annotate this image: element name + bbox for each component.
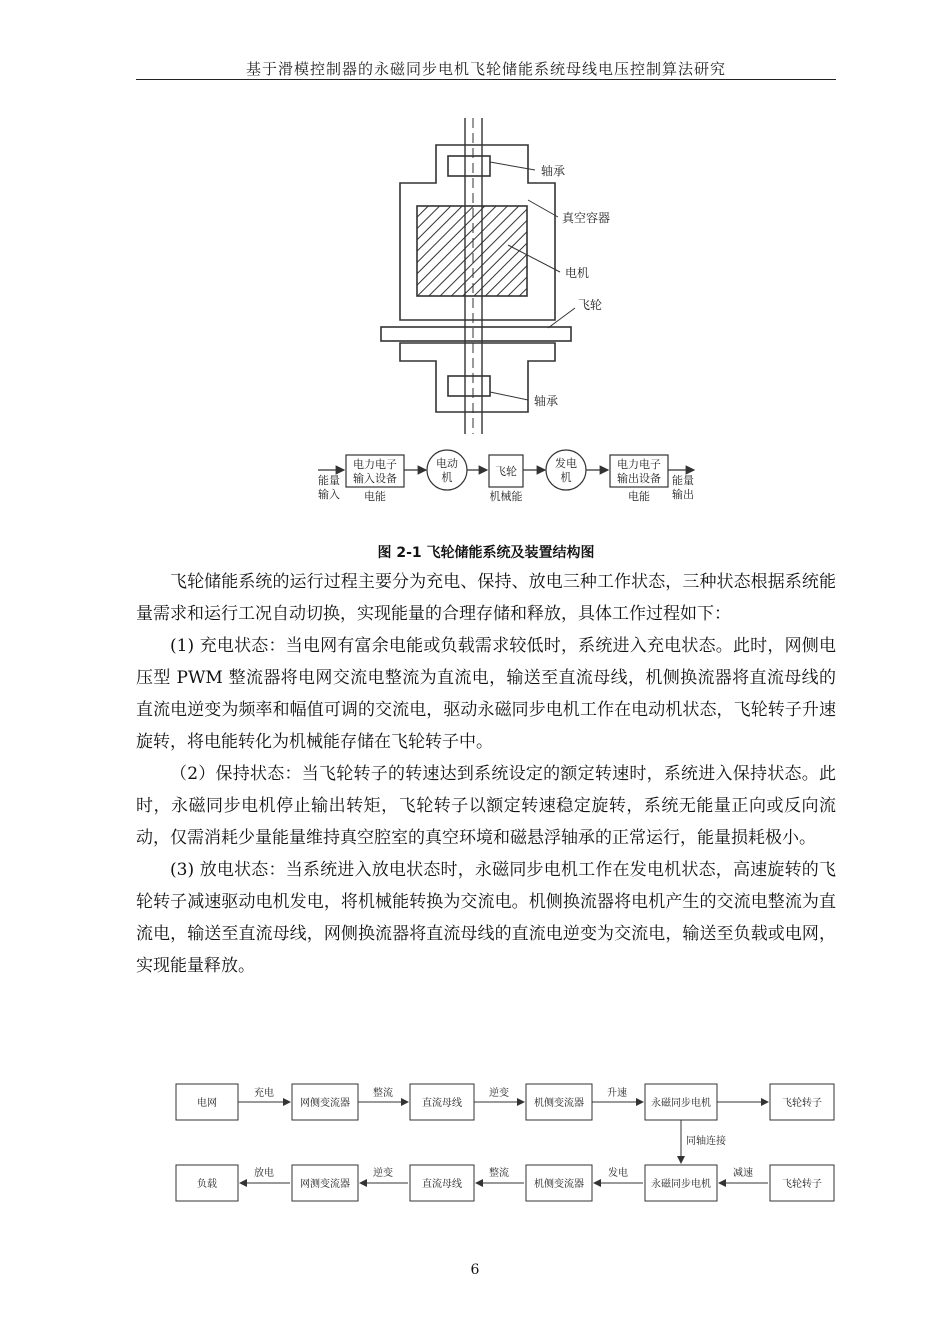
bottom-bearing bbox=[448, 376, 490, 396]
flow-mechanical: 机械能 bbox=[489, 490, 523, 503]
row2-label-0: 负载 bbox=[197, 1179, 217, 1190]
row2-label-3: 机侧变流器 bbox=[534, 1179, 584, 1190]
pe-output-line2: 输出设备 bbox=[617, 472, 661, 485]
row2-label-4: 永磁同步电机 bbox=[651, 1179, 711, 1190]
row2-arrow-label-2: 整流 bbox=[489, 1168, 509, 1179]
row1-label-0: 电网 bbox=[197, 1098, 217, 1109]
label-vacuum-container: 真空容器 bbox=[562, 211, 611, 225]
pe-input-line1: 电力电子 bbox=[353, 458, 397, 471]
generator-line2: 机 bbox=[560, 471, 572, 484]
flow-input-line2: 输入 bbox=[318, 488, 340, 501]
row2-label-2: 直流母线 bbox=[422, 1179, 462, 1190]
generator-line1: 发电 bbox=[555, 457, 577, 470]
flow-output-line1: 能量 bbox=[672, 474, 694, 487]
figure-caption: 图 2-1 飞轮储能系统及装置结构图 bbox=[377, 545, 595, 561]
body-text bbox=[136, 566, 836, 982]
paragraph-charging: (1) 充电状态：当电网有富余电能或负载需求较低时，系统进入充电状态。此时，网侧电压型 PWM 整流器将电网交流电整流为直流电，输送至直流母线，机侧换流器将直流母线的直流电逆变为频率和幅值可调的交流电，驱动永磁同步电机工作在电动机状态，飞轮转子升速旋转，将电能转化为机械能存储在飞轮转子中。 bbox=[136, 636, 836, 752]
row1-label-5: 飞轮转子 bbox=[782, 1098, 822, 1109]
flow-input-line1: 能量 bbox=[318, 474, 340, 487]
row2-arrow-label-1: 逆变 bbox=[373, 1168, 393, 1179]
page-number: 6 bbox=[470, 1262, 480, 1278]
row2-arrow-label-0: 放电 bbox=[254, 1168, 274, 1179]
label-bearing-top: 轴承 bbox=[541, 164, 566, 178]
flow-electric-1: 电能 bbox=[364, 490, 386, 503]
row1-label-2: 直流母线 bbox=[422, 1098, 462, 1109]
paragraph-holding: （2）保持状态：当飞轮转子的转速达到系统设定的额定转速时，系统进入保持状态。此时，永磁同步电机停止输出转矩，飞轮转子以额定转速稳定旋转，系统无能量正向或反向流动，仅需消耗少量能量维持真空腔室的真空环境和磁悬浮轴承的正常运行，能量损耗极小。 bbox=[136, 764, 836, 848]
flywheel-structure-figure bbox=[0, 0, 950, 540]
pe-input-line2: 输入设备 bbox=[353, 472, 397, 485]
row2-label-1: 网测变流器 bbox=[300, 1179, 350, 1190]
energy-flow-diagram bbox=[318, 450, 694, 503]
label-motor: 电机 bbox=[565, 266, 590, 280]
row1-arrow-label-3: 升速 bbox=[607, 1088, 627, 1099]
row2-arrow-label-3: 发电 bbox=[608, 1168, 628, 1179]
label-flywheel: 飞轮 bbox=[578, 298, 603, 312]
row2-arrow-label-4: 减速 bbox=[733, 1168, 753, 1179]
motor-rotor bbox=[417, 206, 527, 296]
motor-line1: 电动 bbox=[436, 457, 458, 470]
top-bearing bbox=[448, 156, 490, 176]
flow-electric-2: 电能 bbox=[628, 490, 650, 503]
row1-arrow-label-2: 逆变 bbox=[489, 1088, 509, 1099]
motor-circle bbox=[427, 450, 467, 490]
row1-arrow-label-1: 整流 bbox=[373, 1088, 393, 1099]
generator-circle bbox=[546, 450, 586, 490]
motor-line2: 机 bbox=[441, 471, 453, 484]
flywheel-box-label: 飞轮 bbox=[495, 465, 517, 478]
paragraph-discharging: (3) 放电状态：当系统进入放电状态时，永磁同步电机工作在发电机状态，高速旋转的飞轮转子减速驱动电机发电，将机械能转换为交流电。机侧换流器将电机产生的交流电整流为直流电，输送至直流母线，网侧换流器将直流母线的直流电逆变为交流电，输送至负载或电网，实现能量释放。 bbox=[136, 860, 836, 976]
coaxial-label: 同轴连接 bbox=[686, 1136, 726, 1147]
operation-flowchart bbox=[0, 1070, 950, 1220]
running-header: 基于滑模控制器的永磁同步电机飞轮储能系统母线电压控制算法研究 bbox=[245, 60, 726, 78]
paragraph-intro: 飞轮储能系统的运行过程主要分为充电、保持、放电三种工作状态，三种状态根据系统能量需求和运行工况自动切换，实现能量的合理存储和释放，具体工作过程如下： bbox=[136, 572, 836, 624]
row1-label-4: 永磁同步电机 bbox=[651, 1098, 711, 1109]
label-bearing-bottom: 轴承 bbox=[534, 394, 559, 408]
pe-output-line1: 电力电子 bbox=[617, 458, 661, 471]
flywheel-disc bbox=[381, 327, 571, 341]
row2-label-5: 飞轮转子 bbox=[782, 1179, 822, 1190]
row1-label-3: 机侧变流器 bbox=[534, 1098, 584, 1109]
flow-output-line2: 输出 bbox=[672, 488, 694, 501]
row1-arrow-label-0: 充电 bbox=[254, 1088, 274, 1099]
row1-label-1: 网侧变流器 bbox=[300, 1098, 350, 1109]
